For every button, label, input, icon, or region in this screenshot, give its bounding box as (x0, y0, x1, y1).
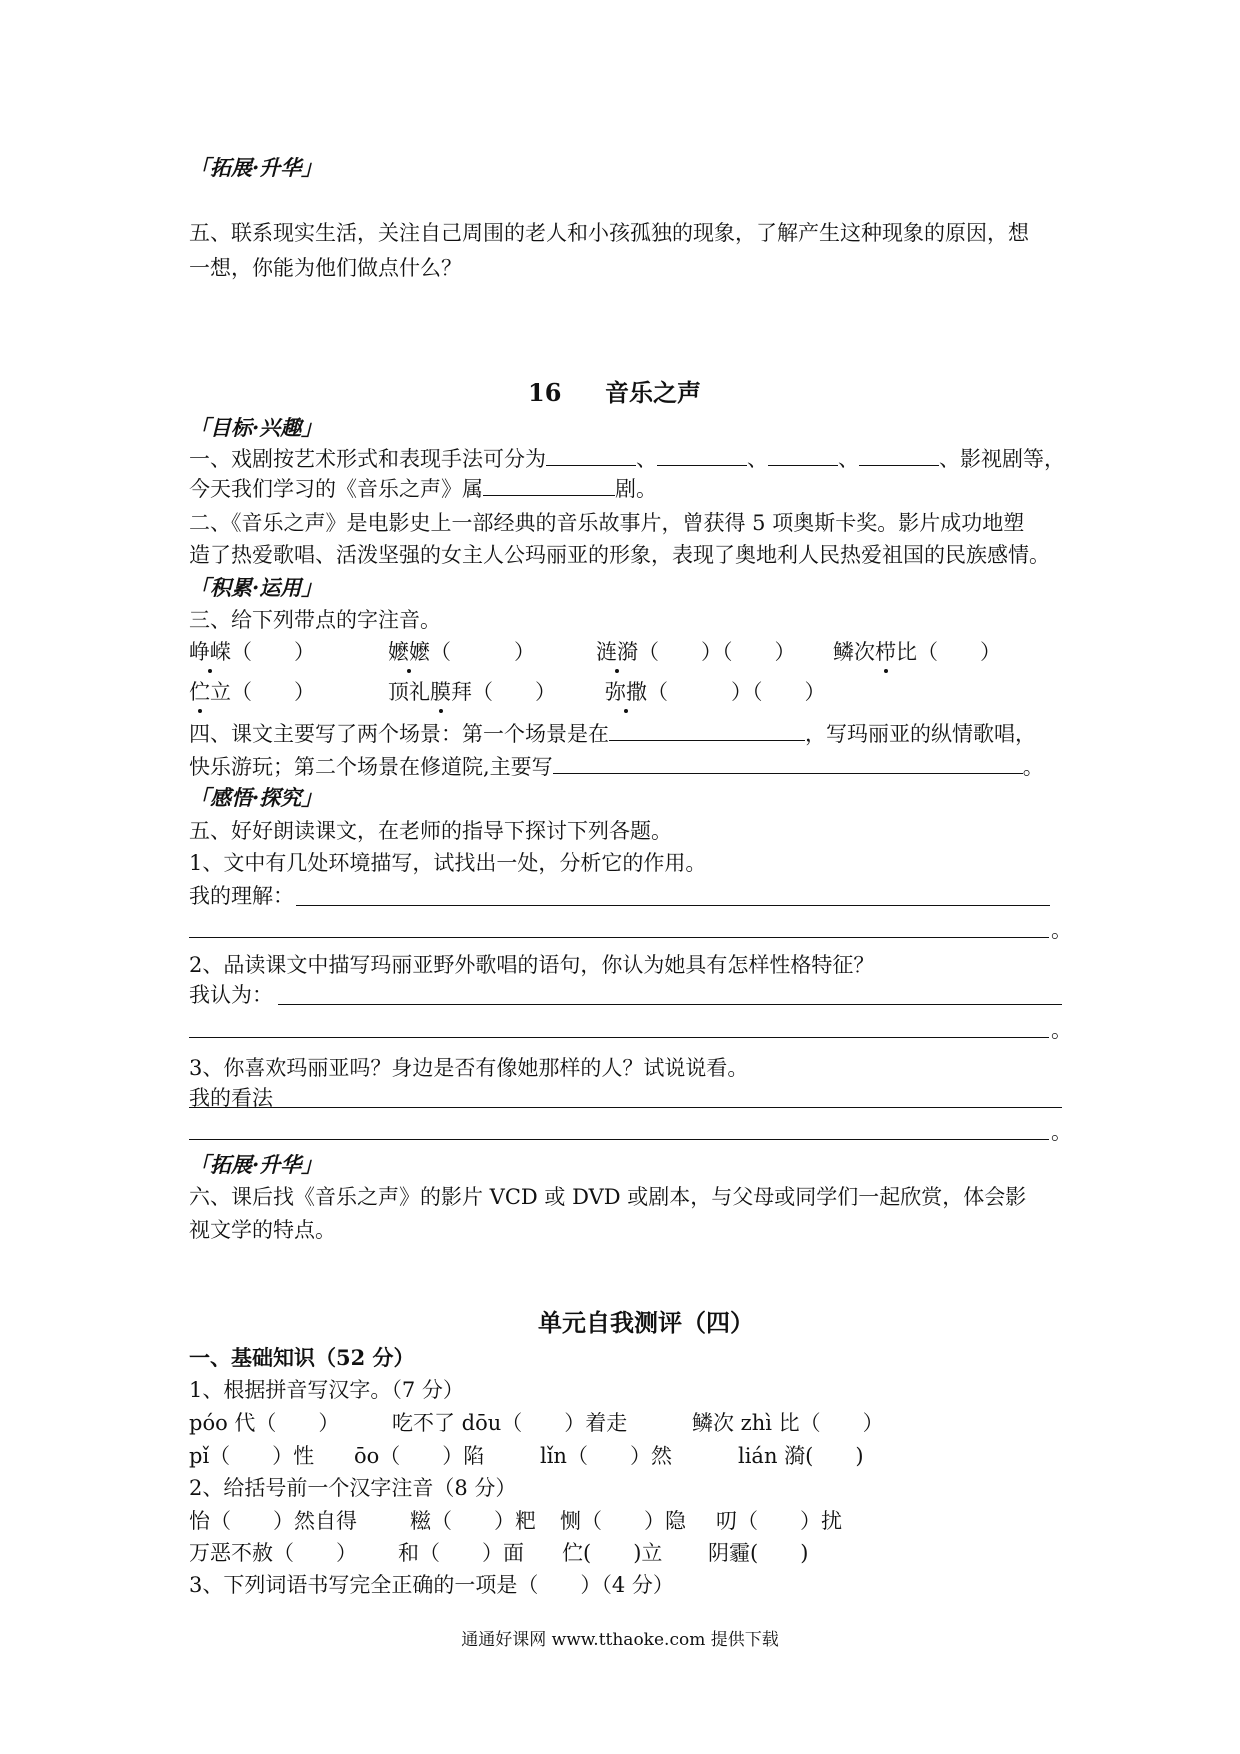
unit-item-2-cell: 怡（ ）然自得 (189, 1509, 357, 1533)
sub-question-2: 2、品读课文中描写玛丽亚野外歌唱的语句，你认为她具有怎样性格特征？ (189, 953, 875, 977)
lesson-q4-line1: 四、课文主要写了两个场景：第一个场景是在 ，写玛丽亚的纵情歌唱， (189, 718, 1036, 749)
lesson-q6-line1: 六、课后找《音乐之声》的影片 VCD 或 DVD 或剧本，与父母或同学们一起欣赏，体会影 (189, 1185, 1027, 1209)
answer-line[interactable] (189, 1037, 1049, 1038)
dotted-chars: 嬷嬷 (388, 637, 430, 667)
unit-item-3: 3、下列词语书写完全正确的一项是（ ）（4 分） (189, 1573, 674, 1597)
period: 。 (1051, 1120, 1072, 1144)
lesson-q3: 三、给下列带点的字注音。 (189, 608, 441, 632)
sub-question-3: 3、你喜欢玛丽亚吗？身边是否有像她那样的人？试说说看。 (189, 1056, 749, 1080)
section-header-accumulate: 「积累·运用」 (189, 575, 323, 600)
unit-item-2: 2、给括号前一个汉字注音（8 分） (189, 1476, 517, 1500)
dotted-chars: 栉 (875, 637, 896, 667)
answer-line[interactable] (278, 1004, 1062, 1005)
unit-item-1-cell: lián 漪( ) (738, 1444, 864, 1468)
lesson-number: 16 (528, 378, 562, 407)
unit-item-1-cell: pǐ（ ）性 (189, 1444, 315, 1468)
lesson-q1-line1: 一、戏剧按艺术形式和表现手法可分为 、 、 、 、影视剧等， (189, 443, 1065, 474)
answer-blank[interactable] (657, 443, 747, 466)
answer-label-3: 我的看法 (189, 1086, 273, 1110)
section-header-insight: 「感悟·探究」 (189, 785, 323, 810)
section-header-extend-2: 「拓展·升华」 (189, 1152, 323, 1177)
lesson-q5: 五、好好朗读课文，在老师的指导下探讨下列各题。 (189, 819, 672, 843)
answer-blank[interactable] (483, 473, 615, 496)
unit-item-2-cell: 阴霾( ) (708, 1541, 809, 1565)
lesson-q2-line1: 二、《音乐之声》是电影史上一部经典的音乐故事片，曾获得 5 项奥斯卡奖。影片成功地塑 (189, 511, 1025, 535)
answer-blank[interactable] (546, 443, 636, 466)
unit-item-2-cell: 伫( )立 (562, 1541, 663, 1565)
answer-line[interactable] (296, 905, 1050, 906)
answer-blank[interactable] (768, 443, 838, 466)
pinyin-item: 涟漪（ ）（ ） (596, 637, 796, 667)
sub-question-1: 1、文中有几处环境描写，试找出一处，分析它的作用。 (189, 851, 707, 875)
unit-item-1-cell: 鳞次 zhì 比（ ） (692, 1411, 884, 1435)
unit-item-1-cell: póo 代（ ） (189, 1411, 340, 1435)
unit-item-1-cell: ōo（ ）陷 (354, 1444, 485, 1468)
unit-item-2-cell: 万恶不赦（ ） (189, 1541, 357, 1565)
pinyin-item: 伫立（ ） (189, 677, 315, 707)
lesson-q2-line2: 造了热爱歌唱、活泼坚强的女主人公玛丽亚的形象，表现了奥地利人民热爱祖国的民族感情。 (189, 543, 1050, 567)
dotted-chars: 伫 (189, 677, 210, 707)
lesson-title: 音乐之声 (605, 378, 701, 407)
answer-line[interactable] (189, 1107, 1062, 1108)
lesson-q6-line2: 视文学的特点。 (189, 1218, 336, 1242)
unit-item-2-cell: 和（ ）面 (398, 1541, 524, 1565)
question-5-line1: 五、联系现实生活，关注自己周围的老人和小孩孤独的现象，了解产生这种现象的原因，想 (189, 221, 1029, 245)
lesson-q4-line2: 快乐游玩；第二个场景在修道院,主要写 。 (189, 751, 1044, 782)
pinyin-item: 峥嵘（ ） (189, 637, 315, 667)
answer-line[interactable] (189, 937, 1049, 938)
pinyin-item: 顶礼膜拜（ ） (388, 677, 556, 707)
dotted-chars: 峥嵘 (189, 637, 231, 667)
answer-label-2: 我认为： (189, 983, 273, 1007)
dotted-chars: 膜 (430, 677, 451, 707)
page-footer: 通通好课网 www.tthaoke.com 提供下载 (461, 1630, 779, 1650)
unit-item-2-cell: 糍（ ）粑 (410, 1509, 536, 1533)
period: 。 (1051, 918, 1072, 942)
section-header-goal: 「目标·兴趣」 (189, 415, 323, 440)
answer-blank[interactable] (859, 443, 939, 466)
pinyin-item: 鳞次栉比（ ） (833, 637, 1001, 667)
unit-test-title: 单元自我测评（四） (538, 1308, 754, 1337)
unit-section-1: 一、基础知识（52 分） (189, 1345, 415, 1370)
unit-item-2-cell: 叨（ ）扰 (716, 1509, 842, 1533)
answer-line[interactable] (189, 1139, 1049, 1140)
dotted-chars: 弥撒 (605, 677, 647, 707)
lesson-q1-line2: 今天我们学习的《音乐之声》属 剧。 (189, 473, 657, 504)
answer-blank[interactable] (609, 718, 805, 741)
answer-blank[interactable] (553, 751, 1023, 774)
dotted-chars: 涟漪 (596, 637, 638, 667)
unit-item-1-cell: 吃不了 dōu（ ）着走 (392, 1411, 628, 1435)
question-5-line2: 一想，你能为他们做点什么？ (189, 256, 462, 280)
pinyin-item: 弥撒（ ）（ ） (605, 677, 826, 707)
unit-item-2-cell: 恻（ ）隐 (560, 1509, 686, 1533)
period: 。 (1051, 1018, 1072, 1042)
unit-item-1-cell: lǐn（ ）然 (540, 1444, 672, 1468)
unit-item-1: 1、根据拼音写汉字。（7 分） (189, 1378, 464, 1402)
section-header-extend: 「拓展·升华」 (189, 155, 323, 180)
answer-label-1: 我的理解： (189, 884, 294, 908)
pinyin-item: 嬷嬷（ ） (388, 637, 535, 667)
